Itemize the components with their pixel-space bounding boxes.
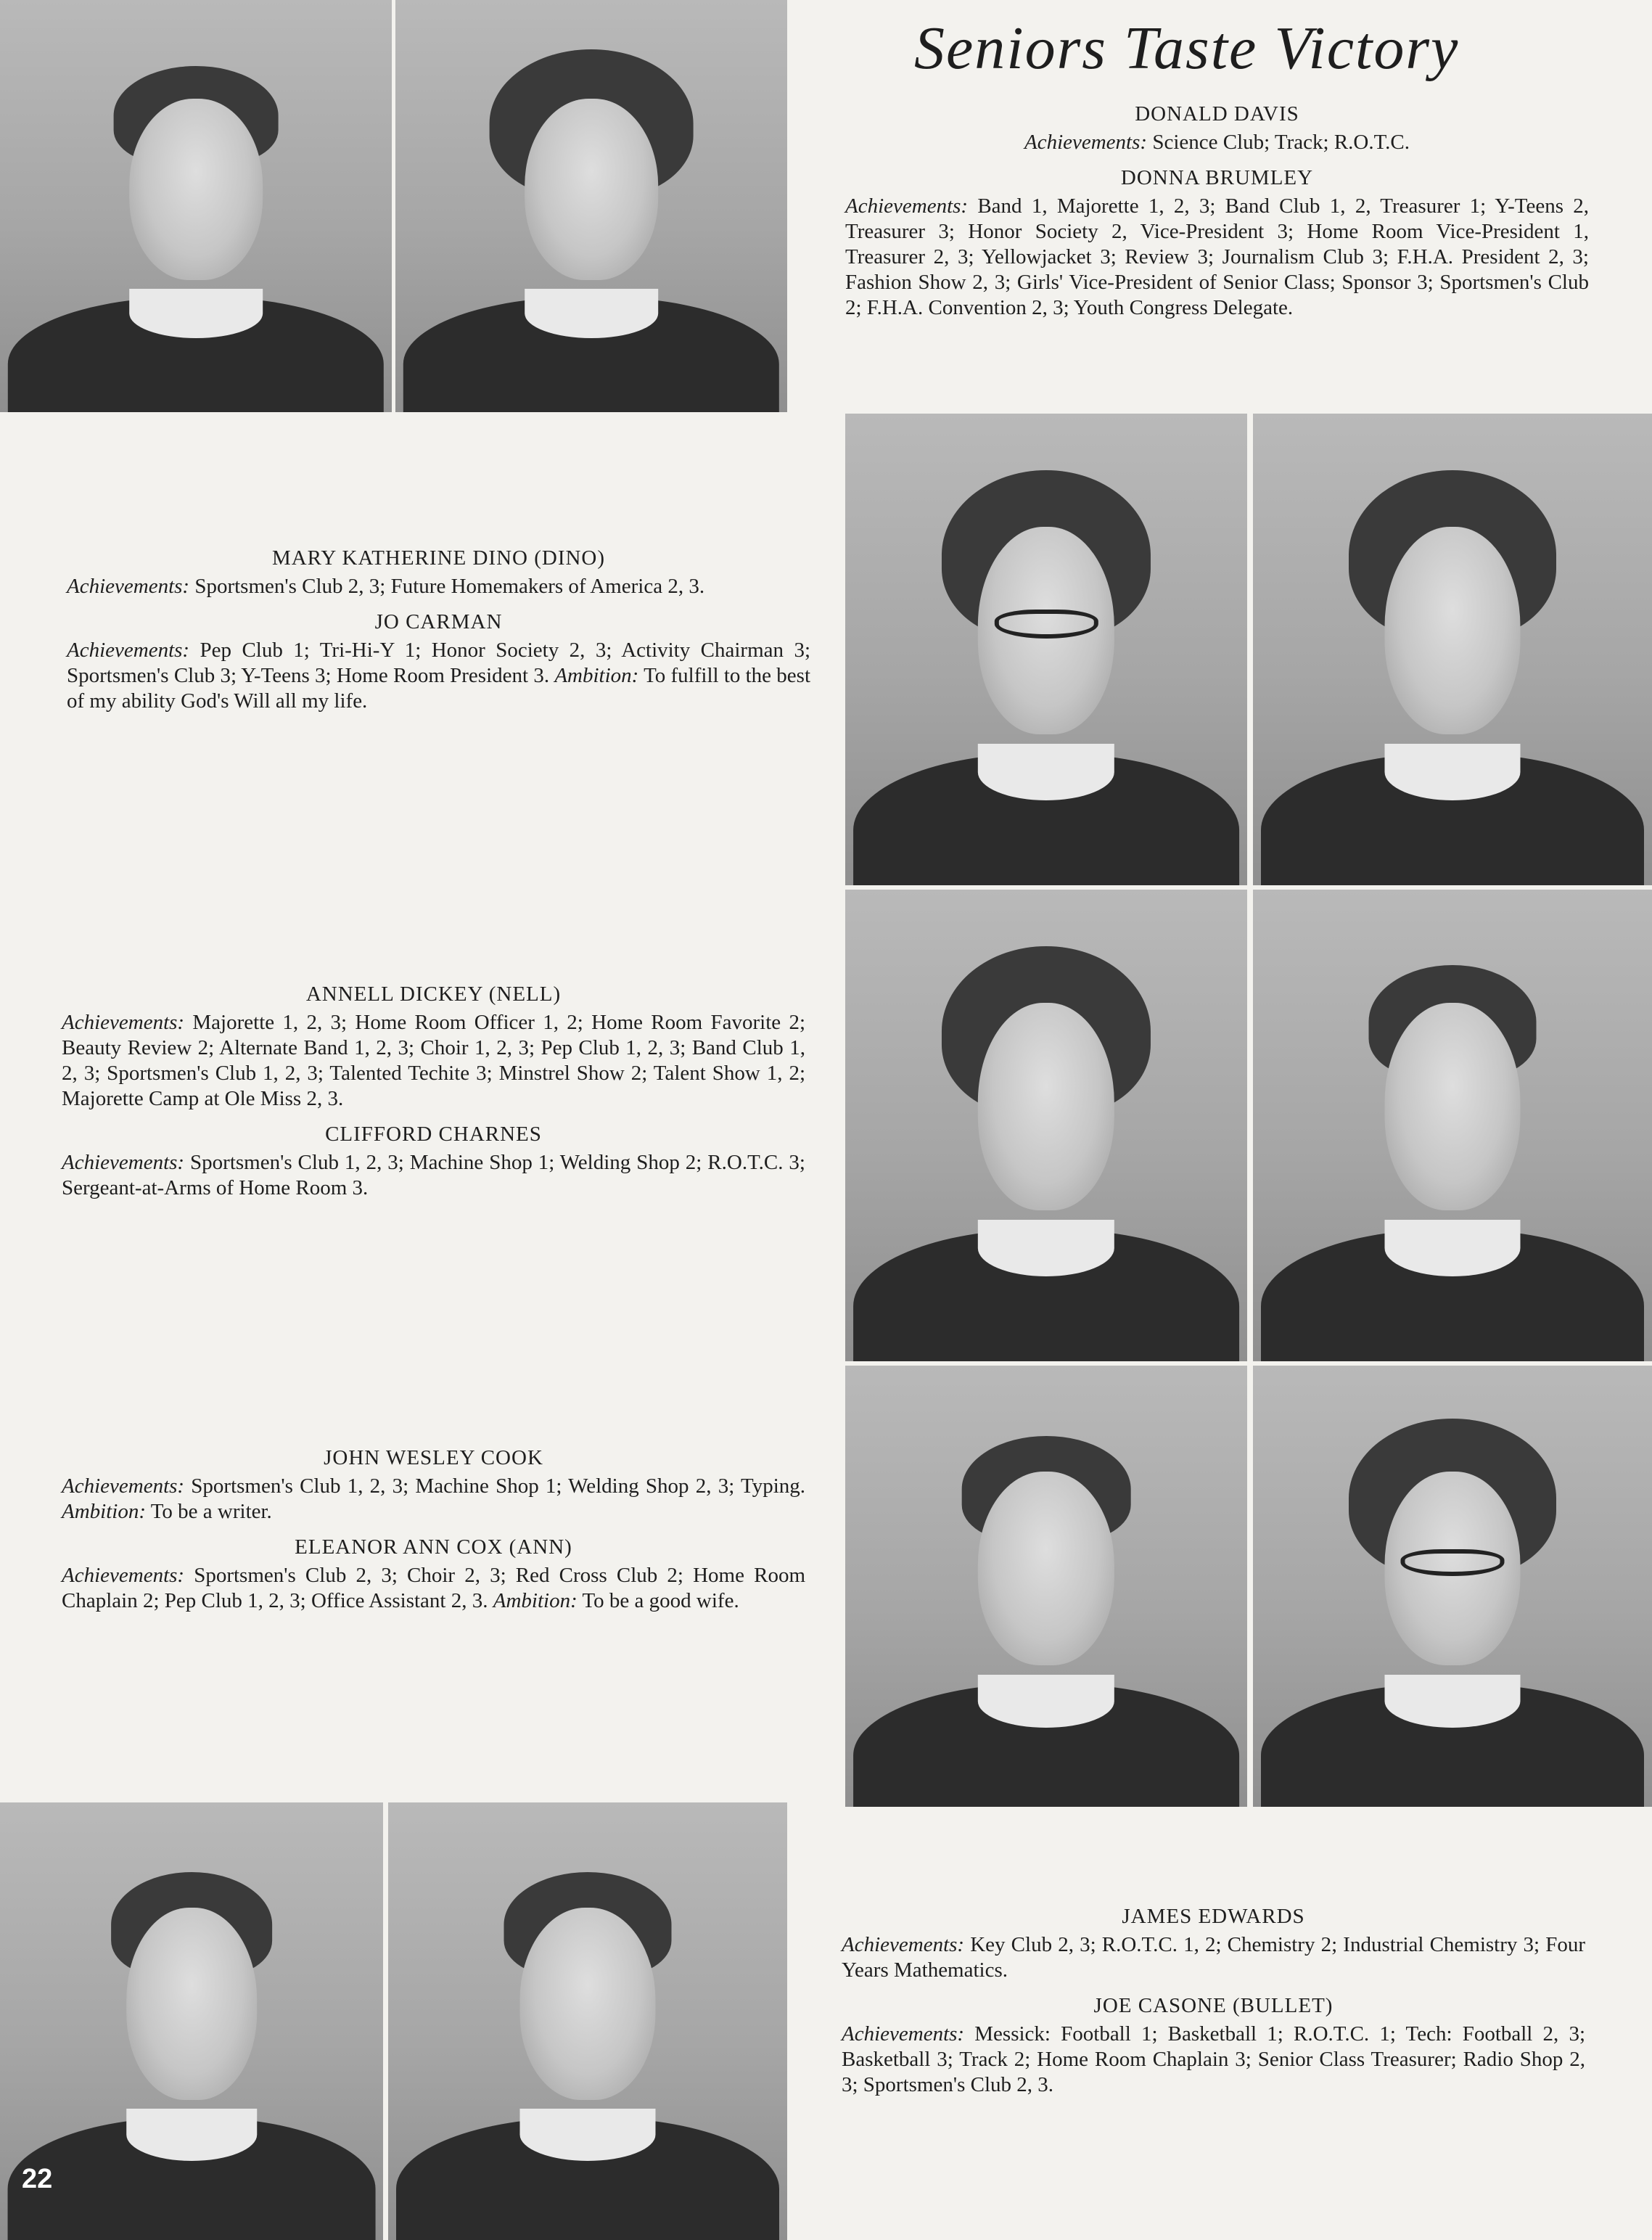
student-name: JOHN WESLEY COOK — [324, 1446, 543, 1469]
ambition-label: Ambition: — [554, 664, 639, 687]
achievements-label: Achievements: — [67, 575, 190, 598]
entry-group-cook-cox — [62, 1445, 805, 1614]
student-achievements — [62, 1010, 805, 1112]
student-name: JOE CASONE (BULLET) — [1093, 1994, 1333, 2017]
entry-group-dickey-charnes — [62, 982, 805, 1201]
achievements-text: Sportsmen's Club 2, 3; Choir 2, 3; Red Cross Club 2; Home Room Chaplain 2; Pep Club 1, 2, 3; Office Assistant 2, 3. — [62, 1564, 806, 1612]
achievements-text: Pep Club 1; Tri-Hi-Y 1; Honor Society 2, 3; Activity Chairman 3; Sportsmen's Club 3; Y-Teens 3; Home Room President 3. — [67, 639, 811, 687]
student-name: ELEANOR ANN COX (ANN) — [295, 1535, 572, 1559]
achievements-text: Sportsmen's Club 1, 2, 3; Machine Shop 1; Welding Shop 2, 3; Typing. — [191, 1474, 805, 1498]
student-name: MARY KATHERINE DINO (DINO) — [271, 546, 606, 570]
page-number: 22 — [22, 2164, 53, 2194]
student-achievements — [62, 1563, 805, 1614]
portrait-james-edwards — [0, 1802, 383, 2240]
portrait-joe-casone — [388, 1802, 787, 2240]
achievements-label: Achievements: — [842, 2022, 965, 2046]
portrait-annell-dickey — [845, 890, 1247, 1361]
student-achievements — [845, 130, 1589, 155]
student-name: ANNELL DICKEY (NELL) — [305, 982, 562, 1006]
ambition-text: To be a good wife. — [582, 1589, 739, 1612]
entry-group-davis-brumley — [845, 102, 1589, 321]
achievements-text: Majorette 1, 2, 3; Home Room Officer 1, 2; Home Room Favorite 2; Beauty Review 2; Alternate Band 1, 2, 3; Choir 1, 2, 3; Pep Club 1, 2, 3; Band Club 1, 2, 3; Sportsmen's Club 1, 2, 3; Talented Techite 3; Minstrel Show 2; Talent Show 1, 2; Majorette Camp at Ole Miss 2, 3. — [62, 1011, 806, 1110]
portrait-mary-katherine-dino — [845, 414, 1247, 885]
achievements-label: Achievements: — [62, 1474, 185, 1498]
achievements-label: Achievements: — [62, 1564, 185, 1587]
achievements-label: Achievements: — [62, 1011, 185, 1034]
ambition-label: Ambition: — [493, 1589, 578, 1612]
achievements-text: Sportsmen's Club 2, 3; Future Homemakers of America 2, 3. — [194, 575, 705, 598]
entry-group-edwards-casone — [842, 1904, 1585, 2098]
achievements-text: Science Club; Track; R.O.T.C. — [1152, 131, 1410, 154]
achievements-label: Achievements: — [845, 194, 969, 218]
portrait-donald-davis — [0, 0, 392, 412]
student-name: DONNA BRUMLEY — [1120, 166, 1314, 189]
student-name: DONALD DAVIS — [1135, 102, 1299, 126]
student-achievements — [67, 574, 810, 599]
student-achievements — [842, 2022, 1585, 2098]
achievements-label: Achievements: — [62, 1151, 185, 1174]
portrait-donna-brumley — [395, 0, 787, 412]
student-achievements — [842, 1932, 1585, 1983]
student-name: CLIFFORD CHARNES — [325, 1123, 542, 1146]
achievements-text: Sportsmen's Club 1, 2, 3; Machine Shop 1; Welding Shop 2; R.O.T.C. 3; Sergeant-at-Arms of Home Room 3. — [62, 1151, 805, 1199]
student-name: JAMES EDWARDS — [1122, 1905, 1305, 1928]
ambition-text: To fulfill to the best of my ability God's Will all my life. — [67, 664, 811, 713]
entry-group-dino-carman — [67, 546, 810, 714]
ambition-text: To be a writer. — [150, 1500, 272, 1523]
ambition-label: Ambition: — [62, 1500, 146, 1523]
portrait-clifford-charnes — [1253, 890, 1652, 1361]
achievements-label: Achievements: — [842, 1933, 965, 1956]
portrait-john-wesley-cook — [845, 1366, 1247, 1807]
achievements-text: Messick: Football 1; Basketball 1; R.O.T.C. 1; Tech: Football 2, 3; Basketball 3; Track 2; Home Room Chaplain 3; Senior Class Treasurer; Radio Shop 2, 3; Sportsmen's Club 2, 3. — [842, 2022, 1586, 2096]
student-achievements — [62, 1150, 805, 1201]
portrait-jo-carman — [1253, 414, 1652, 885]
achievements-text: Key Club 2, 3; R.O.T.C. 1, 2; Chemistry 2; Industrial Chemistry 3; Four Years Mathematics. — [842, 1933, 1585, 1982]
achievements-text: Band 1, Majorette 1, 2, 3; Band Club 1, 2, Treasurer 1; Y-Teens 2, Treasurer 3; Honor Society 2, Vice-President 3; Home Room Vice-President 1, Treasurer 2, 3; Yellowjacket 3; Review 3; Journalism Club 3; F.H.A. President 2, 3; Fashion Show 2, 3; Girls' Vice-President of Senior Class; Sponsor 3; Sportsmen's Club 2; F.H.A. Convention 2, 3; Youth Congress Delegate. — [845, 194, 1589, 319]
student-achievements — [845, 194, 1589, 321]
page-title: Seniors Taste Victory — [914, 15, 1460, 82]
student-achievements — [62, 1474, 805, 1525]
achievements-label: Achievements: — [1024, 131, 1148, 154]
student-achievements — [67, 638, 810, 714]
achievements-label: Achievements: — [67, 639, 190, 662]
portrait-eleanor-ann-cox — [1253, 1366, 1652, 1807]
student-name: JO CARMAN — [374, 610, 503, 633]
